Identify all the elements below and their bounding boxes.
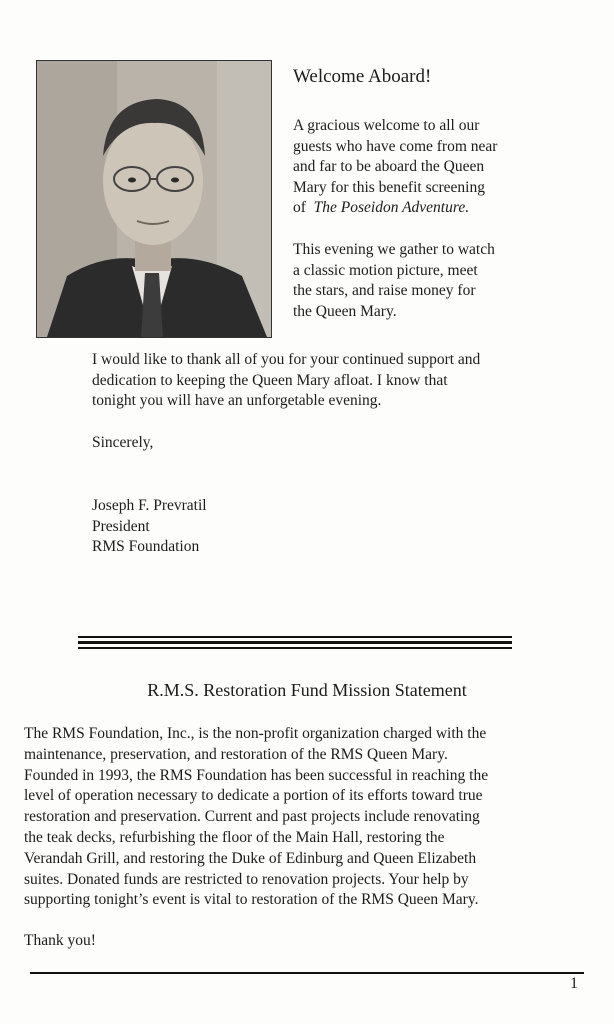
signer-title: President [92,517,150,535]
mission-line: Founded in 1993, the RMS Foundation has been successful in reaching the [24,766,489,784]
thank-you-note: Thank you! [24,932,96,949]
welcome-p3-line: tonight you will have an unforgetable evening. [92,392,382,409]
signer-organization: RMS Foundation [92,538,200,555]
welcome-p1-line: and far to be aboard the Queen [293,158,485,175]
president-portrait-photo [36,60,272,338]
mission-line: maintenance, preservation, and restoration of the RMS Queen Mary. [24,745,448,763]
welcome-heading: Welcome Aboard! [293,66,432,87]
welcome-p1-line: guests who have come from near [293,137,498,155]
mission-line: the teak decks, refurbishing the floor of the Main Hall, restoring the [24,828,445,846]
signature-block [92,496,207,558]
welcome-paragraph-1 [293,116,583,219]
mission-line: Verandah Grill, and restoring the Duke of Edinburg and Queen Elizabeth [24,849,477,867]
footer-rule [30,972,584,974]
mission-line: supporting tonight’s event is vital to restoration of the RMS Queen Mary. [24,891,479,909]
welcome-p2-line: This evening we gather to watch [293,241,495,258]
section-divider-bottom [78,647,512,649]
mission-line: suites. Donated funds are restricted to renovation projects. Your help by [24,870,469,888]
signer-name: Joseph F. Prevratil [92,497,207,514]
welcome-paragraph-3 [92,350,592,412]
closing-salutation: Sincerely, [92,434,154,451]
section-divider-middle [78,641,512,644]
mission-line: level of operation necessary to dedicate a portion of its efforts toward true [24,787,483,805]
welcome-p2-line: the Queen Mary. [293,302,397,320]
welcome-p1-line: Mary for this benefit screening [293,178,485,196]
page-number: 1 [570,975,578,992]
section-divider-top [78,636,512,638]
mission-statement [24,724,606,911]
mission-line: The RMS Foundation, Inc., is the non-profit organization charged with the [24,725,487,742]
welcome-p3-line: dedication to keeping the Queen Mary afloat. I know that [92,371,448,389]
welcome-p2-line: a classic motion picture, meet [293,261,478,279]
welcome-paragraph-2 [293,240,583,322]
mission-line: restoration and preservation. Current and past projects include renovating [24,808,480,826]
welcome-p1-line: A gracious welcome to all our [293,117,480,134]
welcome-p1-prefix: of [293,199,306,216]
film-title: The Poseidon Adventure. [313,199,470,216]
welcome-p1-line [293,198,583,219]
welcome-p3-line: I would like to thank all of you for your continued support and [92,351,481,368]
welcome-p2-line: the stars, and raise money for [293,282,476,299]
mission-heading: R.M.S. Restoration Fund Mission Statement [147,680,467,700]
